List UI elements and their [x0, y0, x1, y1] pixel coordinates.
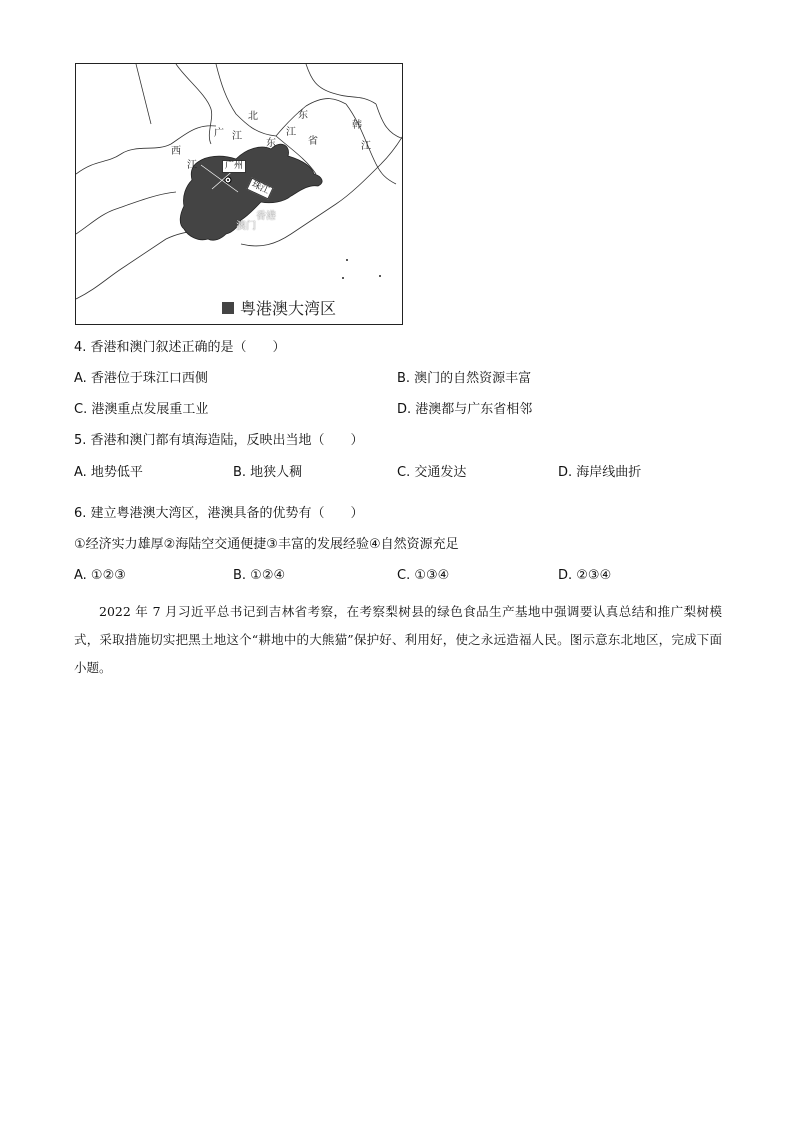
question-5-option-b[interactable]: B. 地狭人稠 [233, 465, 303, 480]
legend-swatch [222, 302, 234, 314]
question-6-option-c[interactable]: C. ①③④ [397, 568, 450, 583]
legend-label: 粤港澳大湾区 [240, 299, 337, 318]
question-5-option-d[interactable]: D. 海岸线曲折 [558, 465, 642, 480]
map-label: 韩 [352, 120, 362, 131]
map-label: 江 [187, 160, 197, 171]
map-label: 北 [248, 111, 258, 122]
question-5-option-a[interactable]: A. 地势低平 [74, 465, 143, 480]
macau-label: 澳门 [236, 221, 256, 232]
question-6-option-a[interactable]: A. ①②③ [74, 568, 126, 583]
map-label: 广 [214, 128, 224, 139]
map-label: 江 [286, 127, 296, 138]
map-legend [222, 296, 336, 319]
question-4-stem: 4. 香港和澳门叙述正确的是（ ） [74, 340, 286, 355]
map-figure [75, 63, 403, 325]
map-label: 江 [232, 131, 242, 142]
map-drawing [76, 64, 403, 325]
boundary-line [376, 104, 403, 139]
river-line [346, 104, 396, 184]
map-label: 东 [298, 110, 308, 121]
passage-text: 2022 年 7 月习近平总书记到吉林省考察，在考察梨树县的绿色食品生产基地中强调要认真总结和推广梨树模式，采取措施切实把黑土地这个“耕地中的大熊猫”保护好、利用好，使之永远造福人民。图示意东北地区，完成下面小题。 [74, 604, 722, 675]
boundary-line [136, 64, 151, 124]
map-label: 省 [308, 136, 318, 147]
river-line [76, 192, 176, 234]
zhujiang-label: 珠江 [246, 178, 273, 200]
question-6-stem: 6. 建立粤港澳大湾区，港澳具备的优势有（ ） [74, 506, 364, 521]
map-label: 东 [266, 138, 276, 149]
coastline [76, 232, 211, 299]
question-4-option-d[interactable]: D. 港澳都与广东省相邻 [397, 402, 533, 417]
question-6-option-b[interactable]: B. ①②④ [233, 568, 286, 583]
question-5-option-c[interactable]: C. 交通发达 [397, 465, 467, 480]
question-6-choices: ①经济实力雄厚②海陆空交通便捷③丰富的发展经验④自然资源充足 [74, 537, 459, 552]
river-line [176, 64, 212, 144]
question-4-option-a[interactable]: A. 香港位于珠江口西侧 [74, 371, 208, 386]
question-5-stem: 5. 香港和澳门都有填海造陆，反映出当地（ ） [74, 433, 364, 448]
question-6-option-d[interactable]: D. ②③④ [558, 568, 612, 583]
map-label: 西 [171, 146, 181, 157]
question-4-option-b[interactable]: B. 澳门的自然资源丰富 [397, 371, 532, 386]
question-4-option-c[interactable]: C. 港澳重点发展重工业 [74, 402, 209, 417]
hongkong-label: 香港 [256, 211, 276, 222]
boundary-line [306, 64, 376, 104]
map-label: 江 [361, 141, 371, 152]
guangzhou-label: 广州 [222, 160, 246, 173]
river-line [216, 64, 276, 136]
